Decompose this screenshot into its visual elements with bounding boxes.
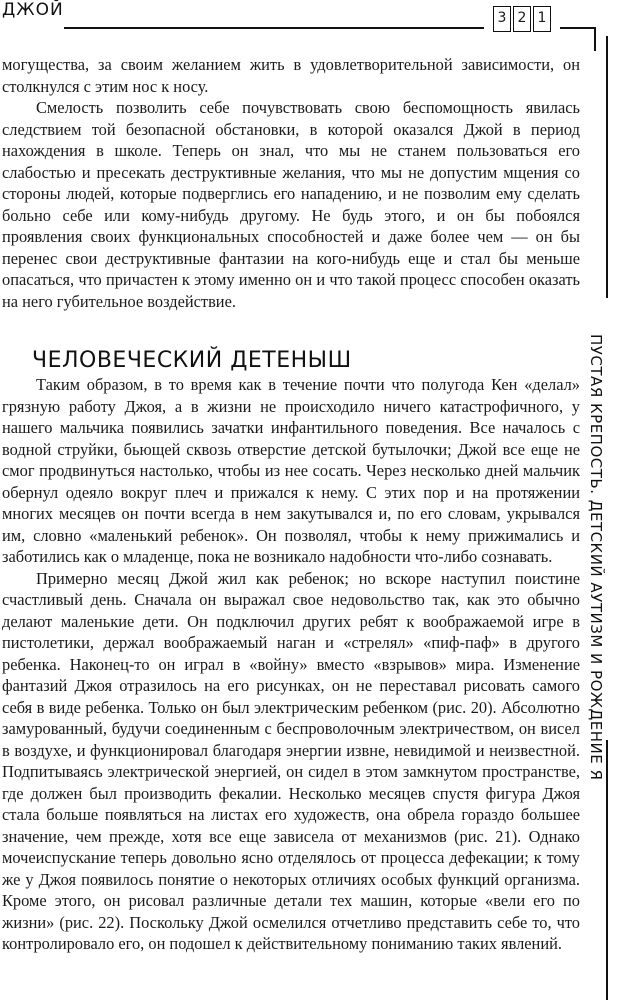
corner-rule bbox=[594, 27, 596, 51]
header-rule-right bbox=[560, 27, 594, 29]
paragraph: Смелость позволить себе почувствовать свою беспомощность явилась следствием той безопасной обстановки, в которой оказался Джой в период нахождения в школе. Теперь он знал, что мы не станем пользоваться его слабостью и пресекать деструктивные желания, что мы не допустим мщения со стороны людей, которые подверглись его нападению, и не позволим ему сделать больно себе или кому-нибудь другому. Не будь этого, и он бы побоялся проявления своих функциональных способностей и даже более чем — он бы перенес свои деструктивные фантазии на кого-нибудь еще и стал бы меньше опасаться, что причастен к этому именно он и что такой процесс способен оказать на него губительное воздействие. bbox=[2, 98, 580, 311]
page-number bbox=[493, 6, 551, 32]
header-rule bbox=[64, 27, 484, 29]
text-block-top bbox=[2, 54, 580, 312]
paragraph: могущества, за своим желанием жить в удовлетворительной зависимости, он столкнулся с этим нос к носу. bbox=[2, 55, 580, 96]
running-title: ДЖОЙ bbox=[2, 0, 64, 20]
page-digit: 1 bbox=[533, 6, 551, 32]
side-rule-bottom bbox=[606, 740, 608, 1000]
section-heading: ЧЕЛОВЕЧЕСКИЙ ДЕТЕНЫШ bbox=[32, 348, 352, 374]
paragraph: Примерно месяц Джой жил как ребенок; но вскоре наступил поистине счастливый день. Сначала он выражал свое недовольство так, как это обычно делают маленькие дети. Он подключил других ребят к воображаемой игре в пистолетики, держал воображаемый наган и «стрелял» «пиф-паф» в другого ребенка. Наконец-то он играл в «войну» вместо «взрывов» мира. Изменение фантазий Джоя отразилось на его рисунках, он не переставал рисовать самого себя в виде ребенка. Только он был электрическим ребенком (рис. 20). Абсолютно замурованный, будучи соединенным с беспроволочным электричеством, он висел в воздухе, и функционировал благодаря энергии извне, невидимой и неизвестной. Подпитываясь электрической энергией, он сидел в этом замкнутом пространстве, где должен был производить фекалии. Несколько месяцев спустя фигура Джоя стала больше появляться на листах его художеств, она обрела гораздо большее значение, чем прежде, хотя все еще зависела от механизмов (рис. 21). Однако мочеиспускание теперь довольно ясно отделялось от процесса дефекации; к тому же у Джоя появилось понятие о некоторых отличиях особых функций организма. Кроме этого, он рисовал различные детали тех машин, которые «вели его по жизни» (рис. 22). Поскольку Джой осмелился отчетливо представить себе то, что контролировало его, он подошел к действительному пониманию таких явлений. bbox=[2, 568, 580, 953]
page-digit: 2 bbox=[513, 6, 531, 32]
paragraph: Таким образом, в то время как в течение почти что полугода Кен «делал» грязную работу Джоя, а в жизни не происходило ничего катастрофичного, у нашего мальчика появились зачатки инфантильного поведения. Все началось с водной струйки, бьющей сквозь отверстие детской бутылочки; Джой все еще не смог продвинуться настолько, чтобы из нее сосать. Через несколько дней мальчик обернул одеяло вокруг плеч и прижался к нему. С этих пор и на протяжении многих месяцев он почти всегда в нем закутывался и, по его словам, укрывался им, словно «маленький ребенок». Он позволял, чтобы к нему прижимались и заботились как о младенце, пока не возникало надобности что-либо сознавать. bbox=[2, 375, 580, 566]
page-digit: 3 bbox=[493, 6, 511, 32]
text-block-bottom bbox=[2, 374, 580, 955]
side-rule-top bbox=[606, 36, 608, 298]
side-running-title: ПУСТАЯ КРЕПОСТЬ. ДЕТСКИЙ АУТИЗМ И РОЖДЕНИЕ Я bbox=[587, 334, 605, 781]
